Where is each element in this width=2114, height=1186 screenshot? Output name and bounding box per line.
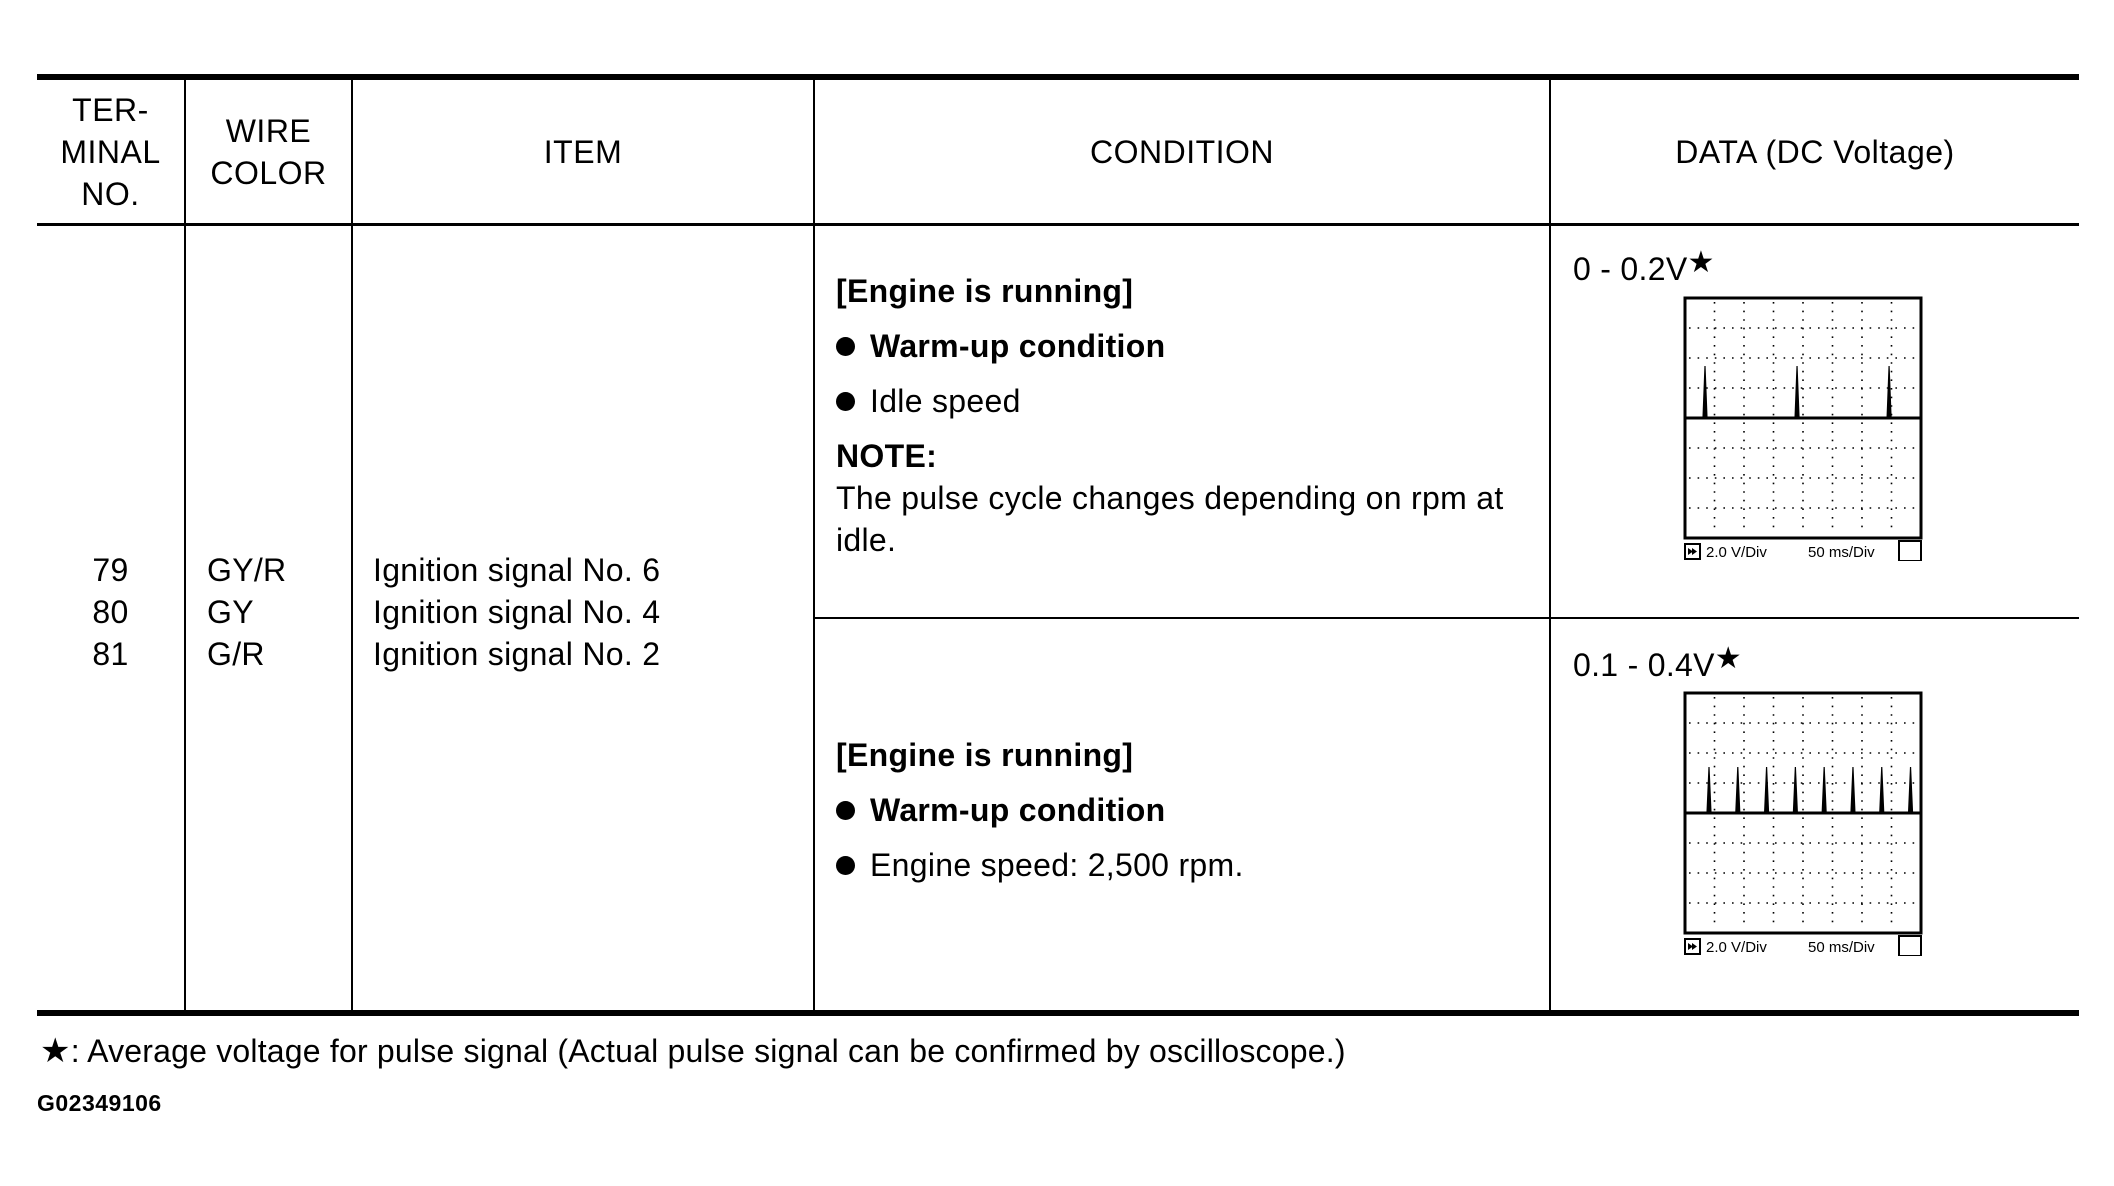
oscilloscope-waveform <box>1683 691 1923 956</box>
condition-bullet <box>836 844 1546 886</box>
wire-color: GY <box>207 594 254 630</box>
terminal-no: 80 <box>92 594 129 630</box>
footnote: ★: Average voltage for pulse signal (Actual pulse signal can be confirmed by oscilloscope.) <box>40 1032 1346 1070</box>
terminal-no: 81 <box>92 636 129 672</box>
star-icon: ★ <box>1687 246 1715 279</box>
items <box>373 549 660 675</box>
condition-heading: [Engine is running] <box>836 273 1134 309</box>
oscilloscope-waveform <box>1683 296 1923 561</box>
bullet-text: Warm-up condition <box>870 328 1166 364</box>
header-condition: CONDITION <box>1089 133 1275 170</box>
bullet-text: Warm-up condition <box>870 792 1166 828</box>
condition-bullet <box>836 325 1546 367</box>
bullet-icon <box>836 337 855 356</box>
note-label: NOTE: <box>836 438 938 474</box>
condition-bullet <box>836 789 1546 831</box>
scope-volt-div: 2.0 V/Div <box>1706 939 1767 956</box>
terminal-numbers <box>37 549 184 675</box>
voltage-value-2500rpm: 0.1 - 0.4V★ <box>1573 642 1742 683</box>
bullet-text: Idle speed <box>870 383 1021 419</box>
header-wire-color: WIRE COLOR <box>210 112 327 191</box>
scope-volt-div: 2.0 V/Div <box>1706 544 1767 561</box>
table-header-rule <box>37 223 2079 226</box>
condition-bullet <box>836 380 1546 422</box>
scope-indicator-box <box>1899 541 1921 561</box>
star-icon: ★ <box>1714 642 1742 675</box>
scope-indicator-box <box>1899 936 1921 956</box>
header-item: ITEM <box>543 133 623 170</box>
item-name: Ignition signal No. 4 <box>373 594 661 630</box>
wire-color: GY/R <box>207 552 287 588</box>
scope-time-div: 50 ms/Div <box>1808 939 1875 956</box>
condition-heading: [Engine is running] <box>836 737 1134 773</box>
header-terminal-no: TER- MINAL NO. <box>60 91 161 212</box>
header-data: DATA (DC Voltage) <box>1675 133 1955 170</box>
note-text: The pulse cycle changes depending on rpm at idle. <box>836 480 1504 558</box>
bullet-icon <box>836 801 855 820</box>
wire-colors <box>207 549 286 675</box>
condition-row-divider <box>814 617 2079 619</box>
table-bottom-rule <box>37 1010 2079 1016</box>
bullet-icon <box>836 856 855 875</box>
item-name: Ignition signal No. 2 <box>373 636 661 672</box>
star-icon: ★ <box>40 1032 71 1070</box>
wire-color: G/R <box>207 636 265 672</box>
condition-idle <box>836 270 1546 561</box>
scope-time-div: 50 ms/Div <box>1808 544 1875 561</box>
bullet-icon <box>836 392 855 411</box>
voltage-value-idle: 0 - 0.2V★ <box>1573 246 1715 287</box>
item-name: Ignition signal No. 6 <box>373 552 661 588</box>
terminal-no: 79 <box>92 552 129 588</box>
bullet-text: Engine speed: 2,500 rpm. <box>870 847 1244 883</box>
condition-2500rpm <box>836 734 1546 899</box>
figure-id: G02349106 <box>37 1090 162 1116</box>
